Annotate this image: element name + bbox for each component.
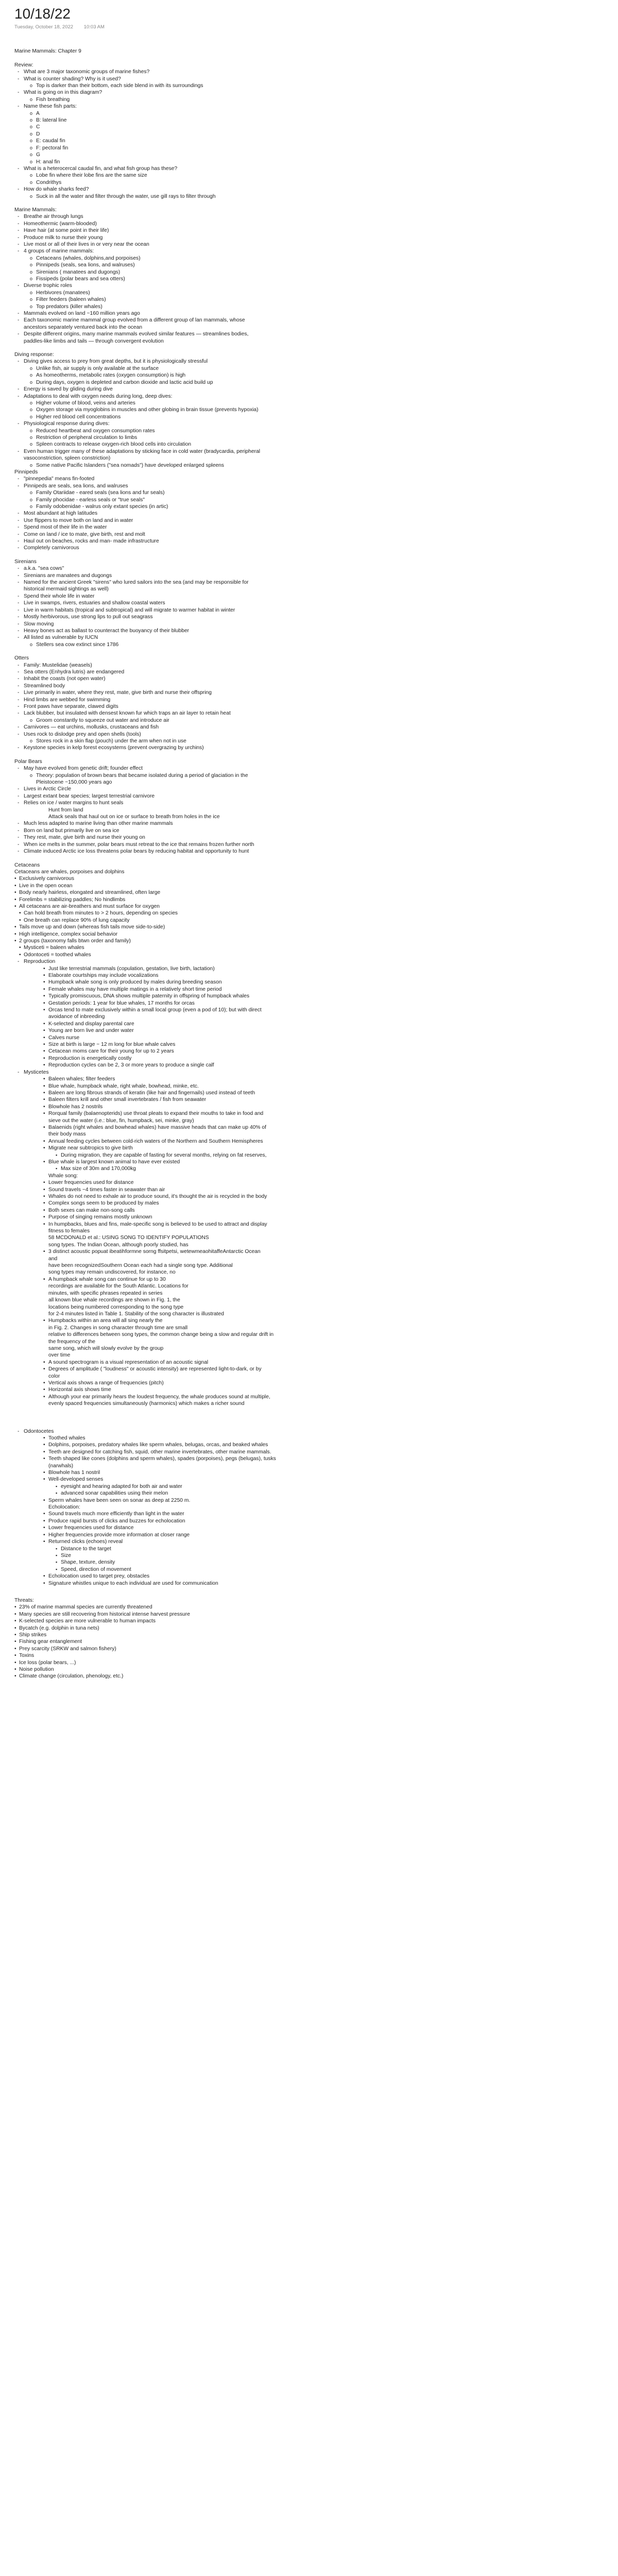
note-line: Pleistocene ~150,000 years ago	[36, 779, 112, 786]
note-line: - Come on land / ice to mate, give birth, rest and molt	[14, 531, 604, 538]
note-line: o Theory: population of brown bears that became isolated during a period of glaciation in the	[14, 772, 604, 779]
note-line: - What is a heterocercal caudal fin, and what fish group has these?	[14, 165, 604, 172]
note-line: o Some native Pacific Islanders ("sea nomads") have developed enlarged spleens	[14, 462, 604, 469]
note-line: - Live most or all of their lives in or very near the ocean	[14, 241, 604, 248]
note-line: o Unlike fish, air supply is only available at the surface	[14, 365, 604, 372]
note-section	[14, 207, 604, 345]
note-line: • Sperm whales have been seen on sonar as deep at 2250 m.	[14, 1497, 604, 1504]
note-line: • Produce rapid bursts of clicks and buzzes for echolocation	[14, 1518, 604, 1524]
note-line: - Spend their whole life in water	[14, 593, 604, 600]
note-line: evenly spaced frequencies simultaneously (harmonics) which makes a richer sound	[48, 1401, 245, 1407]
note-line: • Size at birth is large ~ 12 m long for blue whale calves	[14, 1041, 604, 1048]
note-heading: Marine Mammals:	[14, 207, 57, 213]
note-line: • Lower frequencies used for distance	[14, 1179, 604, 1186]
note-line: • Vertical axis shows a range of frequencies (pitch)	[14, 1380, 604, 1386]
note-line: ▪ Shape, texture, density	[14, 1559, 604, 1566]
note-line: • Blowhole has 1 nostril	[14, 1469, 604, 1476]
note-line: - Name these fish parts:	[14, 103, 604, 110]
note-line: - They rest, mate, give birth and nurse their young on	[14, 834, 604, 841]
note-line: • All cetaceans are air-breathers and must surface for oxygen	[14, 903, 604, 910]
note-section	[14, 558, 604, 648]
note-line: - Energy is saved by gliding during dive	[14, 386, 604, 393]
note-line: - Pinnipeds are seals, sea lions, and walruses	[14, 483, 604, 489]
note-line: and	[48, 1256, 58, 1262]
note-line: - Each taxonomic marine mammal group evolved from a different group of lan mammals, whose	[14, 317, 604, 324]
note-line: • Female whales may have multiple matings in a relatively short time period	[14, 986, 604, 993]
note-line: - When ice melts in the summer, polar bears must retreat to the ice that remains frozen further north	[14, 841, 604, 848]
note-line: - 4 groups of marine mammals:	[14, 248, 604, 255]
note-line: • Sound travels much more efficiently than light in the water	[14, 1511, 604, 1517]
note-line: o Stellers sea cow extinct since 1786	[14, 641, 604, 648]
note-line: o Pinnipeds (seals, sea lions, and walruses)	[14, 262, 604, 268]
note-line: - Front paws have separate, clawed digits	[14, 703, 604, 710]
note-line: - Despite different origins, many marine mammals evolved similar features — streamlines bodies,	[14, 331, 604, 337]
note-line: • Both sexes can make non-song calls	[14, 1207, 604, 1214]
note-line: • Odontoceti = toothed whales	[14, 952, 604, 958]
note-line: o Reduced heartbeat and oxygen consumption rates	[14, 428, 604, 434]
note-line: have been recognizedSouthern Ocean each had a single song type. Additional	[48, 1263, 233, 1269]
note-line: • Reproduction is energetically costly	[14, 1055, 604, 1062]
note-heading: Marine Mammals: Chapter 9	[14, 48, 81, 55]
note-line: - What is counter shading? Why is it used?	[14, 76, 604, 82]
note-line: - Sea otters (Enhydra lutris) are endangered	[14, 669, 604, 675]
note-line: - All listed as vulnerable by IUCN	[14, 634, 604, 641]
note-line: o Higher red blood cell concentrations	[14, 414, 604, 420]
note-line: - Family: Mustelidae (weasels)	[14, 662, 604, 669]
note-line: color	[48, 1373, 60, 1379]
note-heading: Pinnipeds	[14, 469, 38, 475]
note-line: o Suck in all the water and filter through the water, use gill rays to filter through	[14, 193, 604, 200]
note-line: o G	[14, 151, 604, 158]
note-line: - Odontocetes	[14, 1428, 604, 1435]
note-heading: Sirenians	[14, 558, 37, 565]
note-line: Attack seals that haul out on ice or surface to breath from holes in the ice	[48, 814, 220, 820]
note-line: - Live in swamps, rivers, estuaries and shallow coastal waters	[14, 600, 604, 606]
note-line: o Family Otariidae - eared seals (sea lions and fur seals)	[14, 489, 604, 496]
note-section	[14, 1428, 604, 1587]
note-line: - Relies on ice / water margins to hunt seals	[14, 800, 604, 806]
note-line: o F: pectoral fin	[14, 145, 604, 151]
note-section	[14, 351, 604, 552]
note-line: • 2 groups (taxonomy falls btwn order and family)	[14, 938, 604, 944]
note-line: - Sirenians are manatees and dugongs	[14, 572, 604, 579]
note-line: in Fig. 2. Changes in song character through time are small	[48, 1325, 188, 1331]
note-line: • Whales do not need to exhale air to produce sound, it's thought the air is recycled in the body	[14, 1193, 604, 1200]
note-line: o Cetaceans (whales, dolphins,and porpoises)	[14, 255, 604, 262]
note-line: - Produce milk to nurse their young	[14, 234, 604, 241]
note-line: • Baleen filters krill and other small invertebrates / fish from seawater	[14, 1096, 604, 1103]
page-date: Tuesday, October 18, 2022	[14, 24, 74, 30]
note-line: - Keystone species in kelp forest ecosystems (prevent overgrazing by urchins)	[14, 744, 604, 751]
note-line: • Annual feeding cycles between cold-rich waters of the Northern and Southern Hemispheres	[14, 1138, 604, 1145]
note-line: • Can hold breath from minutes to > 2 hours, depending on species	[14, 910, 604, 917]
note-line: o C	[14, 124, 604, 130]
note-heading: Cetaceans	[14, 862, 40, 868]
note-line: • Forelimbs = stabilizing paddles; No hindlimbs	[14, 896, 604, 903]
note-heading: Review:	[14, 62, 33, 68]
note-line: o Filter feeders (baleen whales)	[14, 296, 604, 303]
note-line: - Even human trigger many of these adaptations by sticking face in cold water (bradycardia, peripheral	[14, 448, 604, 455]
note-line: • 3 distinct acoustic popuat ibeatihformne sorng ffsitpetsi, wetewmeaohitaffeAntarctic Ocean	[14, 1248, 604, 1255]
page-time: 10:03 AM	[83, 24, 105, 30]
note-line: - Largest extant bear species; largest terrestrial carnivore	[14, 793, 604, 800]
note-line: Echolocation:	[48, 1504, 80, 1511]
note-line: • Sound travels ~4 times faster in seawater than air	[14, 1187, 604, 1193]
note-line: - Breathe air through lungs	[14, 213, 604, 220]
note-line: - Live in warm habitats (tropical and subtropical) and will migrate to warmer habitat in winter	[14, 607, 604, 614]
note-line: o Lobe fin where their lobe fins are the same size	[14, 172, 604, 179]
note-line: o Fissipeds (polar bears and sea otters)	[14, 276, 604, 282]
note-line: • Baleen whales; filter feeders	[14, 1076, 604, 1082]
note-line: - Mostly herbivorous, use strong lips to pull out seagrass	[14, 614, 604, 620]
note-line: • Rorqual family (balaenopterids) use throat pleats to expand their mouths to take in food and	[14, 1110, 604, 1117]
note-line: - How do whale sharks feed?	[14, 186, 604, 193]
note-line: all known blue whale recordings are shown in Fig. 1, the	[48, 1297, 180, 1303]
note-line: avoidance of inbreeding	[48, 1014, 105, 1020]
note-line: • Humpbacks within an area will all sing nearly the	[14, 1317, 604, 1324]
note-section	[14, 758, 604, 855]
note-line: • Elaborate courtships may include vocalizations	[14, 972, 604, 979]
note-line: (narwhals)	[48, 1463, 74, 1469]
note-line: o During days, oxygen is depleted and carbon dioxide and lactic acid build up	[14, 379, 604, 386]
note-line: • Ice loss (polar bears, ...)	[14, 1659, 604, 1666]
note-line: • Young are born live and under water	[14, 1027, 604, 1034]
note-line: - Most abundant at high latitudes	[14, 510, 604, 517]
note-line: • Reproduction cycles can be 2, 3 or more years to produce a single calf	[14, 1062, 604, 1069]
note-section	[14, 1597, 604, 1680]
note-line: • Live in the open ocean	[14, 883, 604, 889]
note-line: - Inhabit the coasts (not open water)	[14, 675, 604, 682]
note-line: • One breath can replace 90% of lung capacity	[14, 917, 604, 924]
note-line: • Humpback whale song is only produced by males during breeding season	[14, 979, 604, 986]
note-line: - Have hair (at some point in their life)	[14, 227, 604, 234]
note-line: • Horizontal axis shows time	[14, 1386, 604, 1393]
note-heading: Otters	[14, 655, 29, 662]
note-line: • Orcas tend to mate exclusively within a small local group (even a pod of 10); but with direct	[14, 1007, 604, 1013]
note-line: their body mass	[48, 1131, 86, 1138]
note-line: the frequency of the	[48, 1338, 96, 1345]
note-line: o Sirenians ( manatees and dugongs)	[14, 269, 604, 276]
note-line: ▪ eyesight and hearing adapted for both air and water	[14, 1483, 604, 1490]
note-line: • A sound spectrogram is a visual representation of an acoustic signal	[14, 1359, 604, 1366]
note-line: • K-selected species are more vulnerable to human impacts	[14, 1618, 604, 1624]
note-line: • Typically promiscuous, DNA shows multiple paternity in offspring of humpback whales	[14, 993, 604, 999]
note-line: • Bycatch (e.g. dolphin in tuna nets)	[14, 1625, 604, 1632]
note-line: - Much less adapted to marine living than other marine mammals	[14, 820, 604, 827]
note-section	[14, 862, 604, 1408]
note-line: sieve out the water (i.e.: blue, fin, humpback, sei, minke, gray)	[48, 1117, 194, 1124]
note-line: ▪ During migration, they are capable of fasting for several months, relying on fat reserves,	[14, 1152, 604, 1159]
note-line: - What are 3 major taxonomic groups of marine fishes?	[14, 69, 604, 75]
note-line: - Carnivores — eat urchins, mollusks, crustaceans and fish	[14, 724, 604, 731]
note-line: • Returned clicks (echoes) reveal	[14, 1538, 604, 1545]
note-line: • Ship strikes	[14, 1632, 604, 1638]
note-line: • Gestation periods: 1 year for blue whales, 17 months for orcas	[14, 1000, 604, 1007]
note-section	[14, 62, 604, 200]
note-line: o Herbivores (manatees)	[14, 290, 604, 296]
note-line: • Body nearly hairless, elongated and streamlined, often large	[14, 889, 604, 896]
note-heading: Polar Bears	[14, 758, 42, 765]
note-line: historical mermaid sightings as well)	[24, 586, 109, 592]
note-line: • In humpbacks, blues and fins, male-specific song is believed to be used to attract and display	[14, 1221, 604, 1228]
note-line: • Lower frequencies used for distance	[14, 1524, 604, 1531]
note-line: - Born on land but primarily live on sea ice	[14, 827, 604, 834]
note-line: • Echolocation used to target prey, obstacles	[14, 1573, 604, 1580]
note-line: - Physiological response during dives:	[14, 420, 604, 427]
note-line: o Oxygen storage via myoglobins in muscles and other globing in brain tissue (prevents hypoxia)	[14, 406, 604, 413]
note-line: • Mysticeti = baleen whales	[14, 944, 604, 951]
note-section	[14, 48, 604, 55]
note-line: - Slow moving	[14, 621, 604, 628]
note-line: - Heavy bones act as ballast to counteract the buoyancy of their blubber	[14, 628, 604, 634]
page-title[interactable]: 10/18/22	[14, 6, 71, 22]
note-line: • Higher frequencies provide more information at closer range	[14, 1532, 604, 1538]
note-line: • Well-developed senses	[14, 1476, 604, 1483]
note-line: 58 MCDONALD et al.: USING SONG TO IDENTIFY POPULATIONS	[48, 1235, 209, 1241]
note-line: o D	[14, 131, 604, 138]
note-line: • Noise pollution	[14, 1666, 604, 1673]
note-heading: Threats:	[14, 1597, 34, 1603]
note-line: • A humpback whale song can continue for up to 30	[14, 1276, 604, 1283]
note-line: - Lives in Arctic Circle	[14, 786, 604, 792]
note-line: o Condrithys	[14, 179, 604, 186]
note-line: o Higher volume of blood, veins and arteries	[14, 400, 604, 406]
note-line: - "pinnepedia" means fin-footed	[14, 476, 604, 482]
note-line: • Baleen are long fibrous strands of keratin (like hair and fingernails) used instead of teeth	[14, 1090, 604, 1096]
note-line: • Dolphins, porpoises, predatory whales like sperm whales, belugas, orcas, and beaked whales	[14, 1442, 604, 1448]
note-line: • Calves nurse	[14, 1035, 604, 1041]
note-line: minutes, with specific phrases repeated in series	[48, 1290, 163, 1296]
note-line: same song, which will slowly evolve by the group	[48, 1345, 164, 1351]
note-line: • Teeth shaped like cones (dolphins and sperm whales), spades (porpoises), pegs (belugas), tusks	[14, 1455, 604, 1462]
note-line: • Blowhole has 2 nostrils	[14, 1104, 604, 1110]
note-line: - Diverse trophic roles	[14, 282, 604, 289]
note-line: - Lack blubber, but insulated with densest known fur which traps an air layer to retain heat	[14, 710, 604, 717]
note-line: • Although your ear primarily hears the loudest frequency, the whale produces sound at multiple,	[14, 1394, 604, 1400]
note-line: • Exclusively carnivorous	[14, 875, 604, 882]
note-line: paddles-like limbs and tails — through convergent evolution	[24, 338, 164, 344]
note-line: ancestors separately ventured back into the ocean	[24, 324, 143, 330]
note-line: o Spleen contracts to release oxygen-rich blood cells into circulation	[14, 441, 604, 448]
note-line: - Spend most of their life in the water	[14, 524, 604, 531]
note-line: • Tails move up and down (whereas fish tails move side-to-side)	[14, 924, 604, 930]
note-line: - a.k.a. "sea cows"	[14, 565, 604, 572]
note-line: o Fish breathing	[14, 96, 604, 103]
note-line: song types. The Indian Ocean, although poorly studied, has	[48, 1242, 188, 1248]
note-line: - Use flippers to move both on land and in water	[14, 517, 604, 524]
note-line: • Fishing gear entanglement	[14, 1638, 604, 1645]
note-line: - Climate induced Arctic ice loss threatens polar bears by reducing habitat and opportunity to hunt	[14, 848, 604, 855]
note-line: - Reproduction	[14, 958, 604, 965]
note-line: fitness to females	[48, 1228, 90, 1234]
page-meta	[14, 24, 604, 30]
note-line: ▪ Distance to the target	[14, 1546, 604, 1552]
note-line: o B: lateral line	[14, 117, 604, 124]
note-line: for 2-4 minutes listed in Table 1. Stability of the song character is illustrated	[48, 1311, 224, 1317]
note-line: o A	[14, 110, 604, 117]
note-body[interactable]	[14, 48, 604, 1680]
note-line: o Stores rock in a skin flap (pouch) under the arm when not in use	[14, 738, 604, 744]
note-line: • Prey scarcity (SRKW and salmon fishery)	[14, 1646, 604, 1652]
note-line: • Cetacean moms care for their young for up to 2 years	[14, 1048, 604, 1055]
note-line: - Diving gives access to prey from great depths, but it is physiologically stressful	[14, 358, 604, 365]
note-heading: Cetaceans are whales, porpoises and dolphins	[14, 869, 125, 875]
note-line: • Purpose of singing remains mostly unknown	[14, 1214, 604, 1221]
note-line: vasoconstriction, spleen constriction)	[24, 455, 111, 462]
note-line: - Homeothermic (warm-blooded)	[14, 221, 604, 227]
note-line: - Live primarily in water, where they rest, mate, give birth and nurse their offspring	[14, 689, 604, 696]
note-line: locations being numbered corresponding to the song type	[48, 1304, 184, 1310]
note-line: • Degrees of amplitude ( "loudness" or acoustic intensity) are represented light-to-dark, or by	[14, 1366, 604, 1372]
note-line: • Climate change (circulation, phenology, etc.)	[14, 1673, 604, 1680]
note-line: Whale song:	[48, 1173, 78, 1179]
note-line: o H: anal fin	[14, 159, 604, 165]
note-line: - Adaptations to deal with oxygen needs during long, deep dives:	[14, 393, 604, 400]
note-line: • K-selected and display parental care	[14, 1021, 604, 1027]
note-line: ▪ Max size of 30m and 170,000kg	[14, 1165, 604, 1172]
note-line: - Completely carnivorous	[14, 545, 604, 551]
note-line: ▪ Speed, direction of movement	[14, 1566, 604, 1573]
note-line: relative to differences between song types, the common change being a slow and regular drift in	[48, 1332, 274, 1338]
note-line: - Named for the ancient Greek "sirens" who lured sailors into the sea (and may be responsible for	[14, 579, 604, 586]
note-heading: Diving response:	[14, 352, 54, 358]
note-line: - Hind limbs are webbed for swimming	[14, 697, 604, 703]
note-line: - Mysticetes	[14, 1069, 604, 1076]
note-line: • Many species are still recovering from historical intense harvest pressure	[14, 1611, 604, 1618]
note-line: • Toothed whales	[14, 1435, 604, 1442]
note-line: - Haul out on beaches, rocks and man- made infrastructure	[14, 538, 604, 545]
note-line: - What is going on in this diagram?	[14, 89, 604, 96]
note-line: - May have evolved from genetic drift; founder effect	[14, 765, 604, 772]
note-line: o Family odobenidae - walrus only extant species (in artic)	[14, 503, 604, 510]
note-line: - Uses rock to dislodge prey and open shells (tools)	[14, 731, 604, 738]
note-line: • Toxins	[14, 1652, 604, 1659]
note-line: song types may remain undiscovered, for instance, no	[48, 1269, 176, 1276]
note-line: o Top is darker than their bottom, each side blend in with its surroundings	[14, 82, 604, 89]
note-line: • Signature whistles unique to each individual are used for communication	[14, 1580, 604, 1587]
note-line: • Balaenids (right whales and bowhead whales) have massive heads that can make up 40% of	[14, 1124, 604, 1131]
note-line: • High intelligence, complex social behavior	[14, 931, 604, 938]
note-line: • 23% of marine mammal species are currently threatened	[14, 1604, 604, 1611]
note-line: o Groom constantly to squeeze out water and introduce air	[14, 717, 604, 724]
note-line: - Mammals evolved on land ~160 million years ago	[14, 310, 604, 317]
note-line: • Just like terrestrial mammals (copulation, gestation, live birth, lactation)	[14, 965, 604, 972]
note-section	[14, 655, 604, 752]
note-line: • Teeth are designed for catching fish, squid, other marine invertebrates, other marine mammals.	[14, 1449, 604, 1455]
note-line: - Streamlined body	[14, 683, 604, 689]
note-line: ▪ Size	[14, 1552, 604, 1559]
note-line: • Complex songs seem to be produced by males	[14, 1200, 604, 1207]
note-line: ▪ advanced sonar capabilities using their melon	[14, 1490, 604, 1497]
note-line: • Blue whale is largest known animal to have ever existed	[14, 1159, 604, 1165]
note-line: o Family phocidae - earless seals or "true seals"	[14, 497, 604, 503]
note-line: o As homeotherms, metabolic rates (oxygen consumption) is high	[14, 372, 604, 379]
note-line: recordings are available for the South Atlantic. Locations for	[48, 1283, 188, 1290]
note-line: • Migrate near subtropics to give birth	[14, 1145, 604, 1151]
note-line: Hunt from land	[48, 807, 83, 813]
note-line: • Blue whale, humpback whale, right whale, bowhead, minke, etc.	[14, 1083, 604, 1090]
note-line: over time	[48, 1352, 71, 1359]
note-line: o E: caudal fin	[14, 138, 604, 144]
note-line: o Restriction of peripheral circulation to limbs	[14, 434, 604, 441]
note-line: o Top predators (killer whales)	[14, 303, 604, 310]
